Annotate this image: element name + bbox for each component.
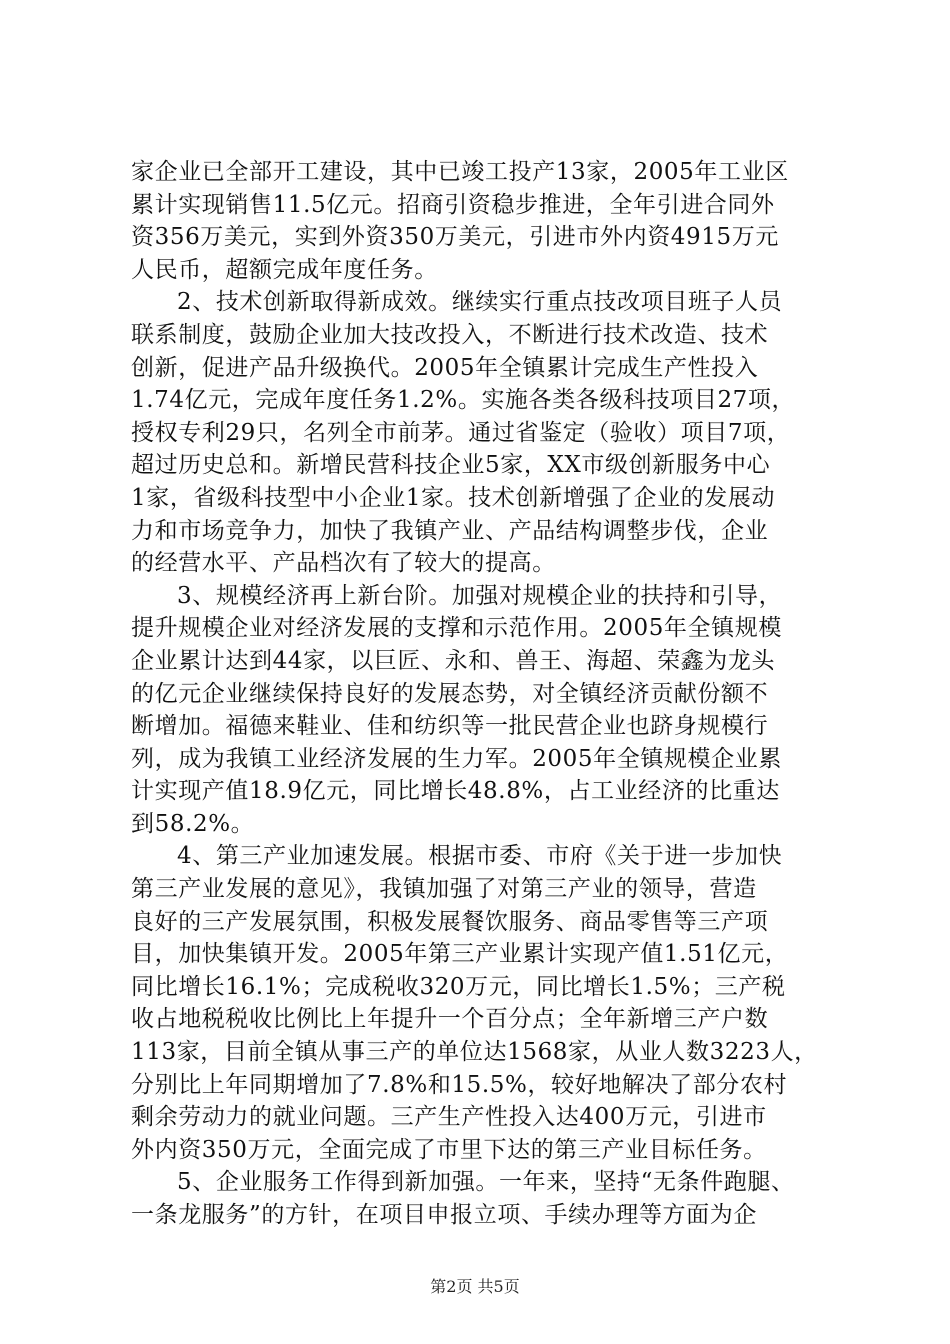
text-line: 外内资350万元，全面完成了市里下达的第三产业目标任务。 — [131, 1136, 767, 1163]
paragraph-start-line: 2、技术创新取得新成效。继续实行重点技改项目班子人员 — [177, 289, 783, 316]
text-line: 超过历史总和。新增民营科技企业5家，XX市级创新服务中心 — [131, 452, 771, 479]
text-line: 113家，目前全镇从事三产的单位达1568家，从业人数3223人， — [131, 1039, 818, 1066]
text-line: 良好的三产发展氛围，积极发展餐饮服务、商品零售等三产项 — [131, 908, 769, 935]
text-line: 授权专利29只，名列全市前茅。通过省鉴定（验收）项目7项， — [131, 419, 791, 446]
text-line: 收占地税税收比例比上年提升一个百分点；全年新增三产户数 — [131, 1006, 769, 1033]
text-line: 分别比上年同期增加了7.8%和15.5%，较好地解决了部分农村 — [131, 1071, 788, 1098]
text-line: 提升规模企业对经济发展的支撑和示范作用。2005年全镇规模 — [131, 615, 782, 642]
text-line: 一条龙服务”的方针，在项目申报立项、手续办理等方面为企 — [131, 1202, 757, 1228]
text-line: 家企业已全部开工建设，其中已竣工投产13家，2005年工业区 — [131, 159, 789, 185]
paragraph-start-line: 3、规模经济再上新台阶。加强对规模企业的扶持和引导， — [177, 582, 783, 609]
paragraph-start-line: 5、企业服务工作得到新加强。一年来，坚持“无条件跑腿、 — [177, 1169, 795, 1196]
text-line: 断增加。福德来鞋业、佳和纺织等一批民营企业也跻身规模行 — [131, 713, 769, 740]
text-line: 1.74亿元，完成年度任务1.2%。实施各类各级科技项目27项， — [131, 387, 796, 414]
text-line: 剩余劳动力的就业问题。三产生产性投入达400万元，引进市 — [131, 1104, 767, 1131]
text-line: 列，成为我镇工业经济发展的生力军。2005年全镇规模企业累 — [131, 745, 782, 772]
page-number-footer: 第2页 共5页 — [430, 1277, 520, 1296]
text-line: 计实现产值18.9亿元，同比增长48.8%，占工业经济的比重达 — [131, 778, 780, 805]
text-line: 目，加快集镇开发。2005年第三产业累计实现产值1.51亿元， — [131, 941, 789, 968]
paragraph-start-line: 4、第三产业加速发展。根据市委、市府《关于进一步加快 — [177, 843, 783, 870]
text-line: 联系制度，鼓励企业加大技改投入，不断进行技术改造、技术 — [131, 321, 769, 348]
text-line: 资356万美元，实到外资350万美元，引进市外内资4915万元 — [131, 224, 779, 251]
text-line: 的亿元企业继续保持良好的发展态势，对全镇经济贡献份额不 — [131, 680, 769, 707]
text-line: 1家，省级科技型中小企业1家。技术创新增强了企业的发展动 — [131, 484, 776, 511]
text-line: 人民币，超额完成年度任务。 — [131, 256, 438, 283]
text-line: 同比增长16.1%；完成税收320万元，同比增长1.5%；三产税 — [131, 973, 786, 1000]
text-line: 第三产业发展的意见》，我镇加强了对第三产业的领导，营造 — [131, 876, 757, 903]
text-line: 的经营水平、产品档次有了较大的提高。 — [131, 550, 556, 577]
body-text — [131, 156, 831, 1232]
text-line: 到58.2%。 — [131, 810, 255, 837]
text-line: 累计实现销售11.5亿元。招商引资稳步推进，全年引进合同外 — [131, 191, 775, 218]
text-line: 创新，促进产品升级换代。2005年全镇累计完成生产性投入 — [131, 354, 759, 381]
text-line: 企业累计达到44家，以巨匠、永和、兽王、海超、荣鑫为龙头 — [131, 647, 776, 674]
text-line: 力和市场竞争力，加快了我镇产业、产品结构调整步伐，企业 — [131, 517, 769, 544]
